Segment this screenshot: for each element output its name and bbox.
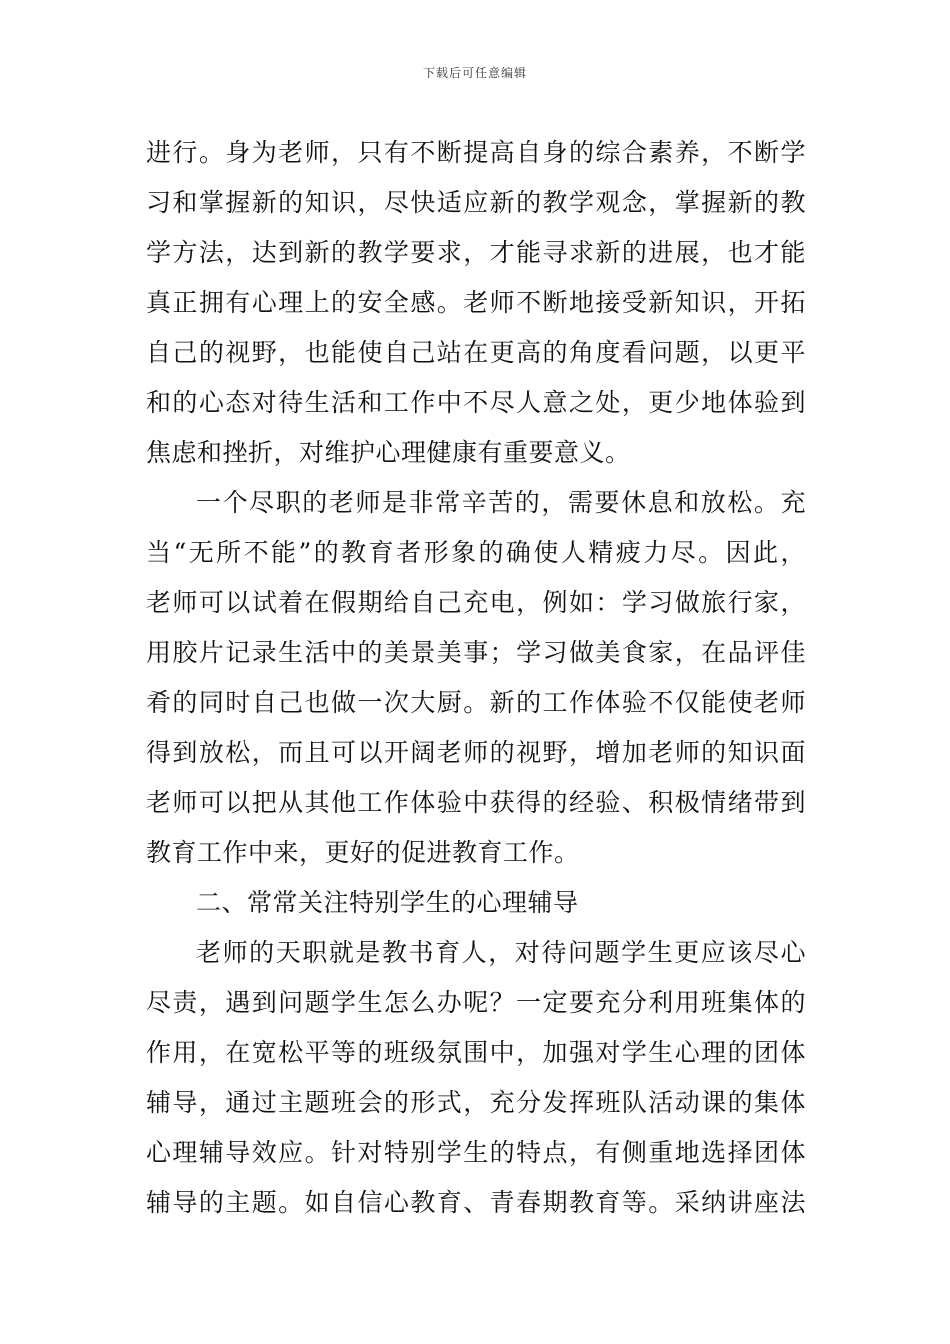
- text-line: 当“无所不能”的教育者形象的确使人精疲力尽。因此，: [146, 538, 806, 567]
- paragraph-3: [146, 928, 806, 1228]
- section-heading: [146, 878, 806, 928]
- text-line: 焦虑和挫折，对维护心理健康有重要意义。: [146, 438, 631, 467]
- page-header-note: 下载后可任意编辑: [422, 66, 527, 80]
- text-line: 心理辅导效应。针对特别学生的特点，有侧重地选择团体: [146, 1138, 806, 1167]
- text-line: 教育工作中来，更好的促进教育工作。: [146, 838, 580, 867]
- text-line: 辅导的主题。如自信心教育、青春期教育等。采纳讲座法: [146, 1188, 806, 1217]
- text-line: 学方法，达到新的教学要求，才能寻求新的进展，也才能: [146, 238, 806, 267]
- text-line: 老师的天职就是教书育人，对待问题学生更应该尽心: [196, 938, 806, 967]
- text-line: 用胶片记录生活中的美景美事；学习做美食家，在品评佳: [146, 638, 806, 667]
- document-body: [146, 128, 806, 1228]
- section-heading-text: 二、常常关注特别学生的心理辅导: [196, 888, 579, 917]
- text-line: 辅导，通过主题班会的形式，充分发挥班队活动课的集体: [146, 1088, 806, 1117]
- text-line: 作用，在宽松平等的班级氛围中，加强对学生心理的团体: [146, 1038, 806, 1067]
- text-line: 尽责，遇到问题学生怎么办呢？一定要充分利用班集体的: [146, 988, 806, 1017]
- text-line: 自己的视野，也能使自己站在更高的角度看问题，以更平: [146, 338, 806, 367]
- text-line: 真正拥有心理上的安全感。老师不断地接受新知识，开拓: [146, 288, 806, 317]
- text-line: 老师可以把从其他工作体验中获得的经验、积极情绪带到: [146, 788, 806, 817]
- paragraph-1: [146, 128, 806, 478]
- text-line: 老师可以试着在假期给自己充电，例如：学习做旅行家，: [146, 588, 806, 617]
- text-line: 肴的同时自己也做一次大厨。新的工作体验不仅能使老师: [146, 688, 806, 717]
- text-line: 习和掌握新的知识，尽快适应新的教学观念，掌握新的教: [146, 188, 806, 217]
- text-line: 一个尽职的老师是非常辛苦的，需要休息和放松。充: [196, 488, 806, 517]
- text-line: 得到放松，而且可以开阔老师的视野，增加老师的知识面: [146, 738, 806, 767]
- text-line: 进行。身为老师，只有不断提高自身的综合素养，不断学: [146, 138, 806, 167]
- paragraph-2: [146, 478, 806, 878]
- text-line: 和的心态对待生活和工作中不尽人意之处，更少地体验到: [146, 388, 806, 417]
